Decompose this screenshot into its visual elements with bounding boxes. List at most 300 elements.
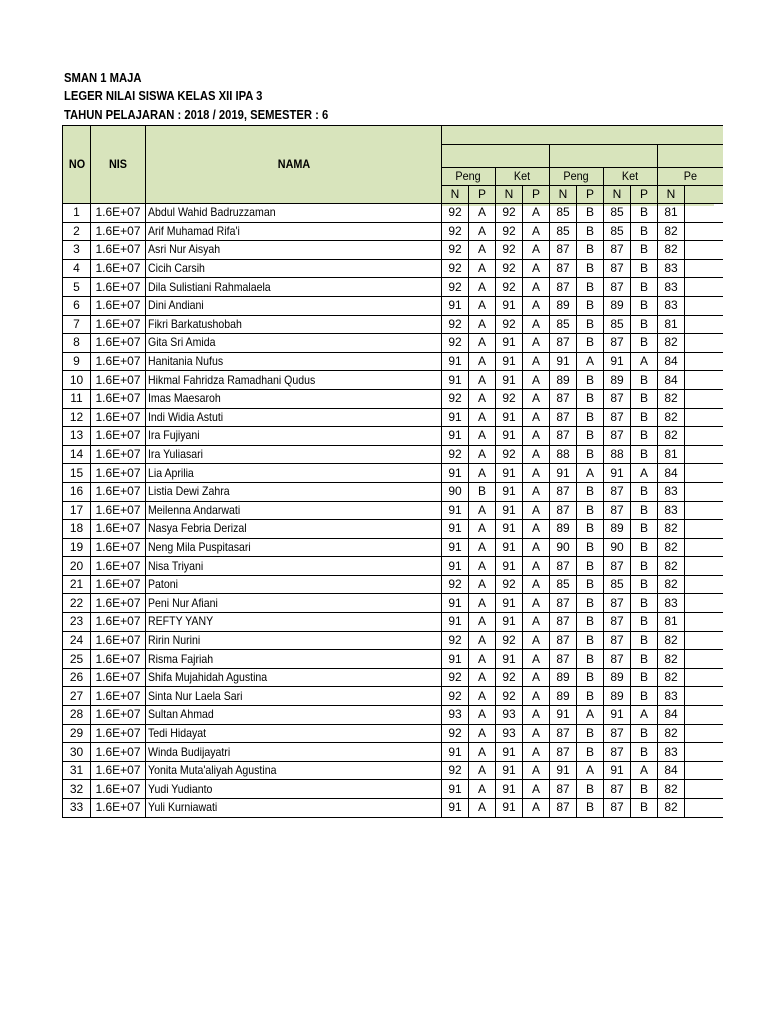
peng1-n: 91 — [442, 427, 469, 446]
ket2-p: B — [631, 278, 658, 297]
ket2-n: 87 — [604, 557, 631, 576]
student-name: Sinta Nur Laela Sari — [146, 687, 442, 706]
ket1-p: A — [523, 575, 550, 594]
ket1-n: 92 — [496, 631, 523, 650]
peng2-n: 87 — [550, 743, 577, 762]
ket2-n: 87 — [604, 408, 631, 427]
peng1-p: A — [469, 724, 496, 743]
peng2-p: B — [577, 389, 604, 408]
ket2-p: A — [631, 761, 658, 780]
peng3-n: 82 — [658, 222, 685, 241]
ket2-n: 87 — [604, 613, 631, 632]
ket2-p: B — [631, 445, 658, 464]
peng1-n: 92 — [442, 761, 469, 780]
peng1-p: A — [469, 575, 496, 594]
peng2-n: 87 — [550, 482, 577, 501]
peng1-p: A — [469, 241, 496, 260]
peng2-n: 87 — [550, 334, 577, 353]
table-row — [63, 501, 723, 520]
ket2-p: B — [631, 334, 658, 353]
peng2-n: 85 — [550, 315, 577, 334]
peng3-n: 83 — [658, 687, 685, 706]
ket2-p: B — [631, 389, 658, 408]
peng3-n: 83 — [658, 482, 685, 501]
peng1-p: A — [469, 334, 496, 353]
ket2-n: 85 — [604, 575, 631, 594]
table-row — [63, 538, 723, 557]
ket1-n: 91 — [496, 482, 523, 501]
nis-cell: 1.6E+07 — [91, 222, 146, 241]
peng1-n: 91 — [442, 780, 469, 799]
ket1-n: 92 — [496, 259, 523, 278]
nis-cell: 1.6E+07 — [91, 594, 146, 613]
peng2-p: B — [577, 538, 604, 557]
peng3-p — [685, 520, 723, 539]
peng1-p: A — [469, 668, 496, 687]
grade-ledger-viewport — [62, 125, 697, 825]
peng1-p: A — [469, 613, 496, 632]
peng3-n: 82 — [658, 241, 685, 260]
ket2-p: A — [631, 352, 658, 371]
peng1-p: A — [469, 408, 496, 427]
ket1-p: A — [523, 371, 550, 390]
ket2-n: 90 — [604, 538, 631, 557]
peng3-p — [685, 594, 723, 613]
student-name: Patoni — [146, 575, 442, 594]
row-number: 2 — [63, 222, 91, 241]
row-number: 30 — [63, 743, 91, 762]
header-subject-group — [442, 126, 723, 145]
nis-cell: 1.6E+07 — [91, 631, 146, 650]
ket1-p: A — [523, 761, 550, 780]
nis-cell: 1.6E+07 — [91, 464, 146, 483]
row-number: 6 — [63, 296, 91, 315]
header-ket-1: Ket — [496, 168, 550, 186]
student-name: Dini Andiani — [146, 296, 442, 315]
nis-cell: 1.6E+07 — [91, 501, 146, 520]
nis-cell: 1.6E+07 — [91, 761, 146, 780]
ket1-n: 91 — [496, 520, 523, 539]
peng2-p: B — [577, 743, 604, 762]
table-row — [63, 687, 723, 706]
ket1-n: 92 — [496, 278, 523, 297]
student-name: Ririn Nurini — [146, 631, 442, 650]
ket2-n: 91 — [604, 352, 631, 371]
peng3-p — [685, 482, 723, 501]
peng1-p: A — [469, 538, 496, 557]
peng2-n: 91 — [550, 352, 577, 371]
peng3-n: 82 — [658, 334, 685, 353]
table-row — [63, 520, 723, 539]
peng3-p — [685, 259, 723, 278]
peng1-p: A — [469, 799, 496, 818]
nis-cell: 1.6E+07 — [91, 241, 146, 260]
nis-cell: 1.6E+07 — [91, 687, 146, 706]
peng3-p — [685, 445, 723, 464]
row-number: 1 — [63, 204, 91, 223]
peng1-p: A — [469, 594, 496, 613]
nis-cell: 1.6E+07 — [91, 650, 146, 669]
peng2-p: A — [577, 352, 604, 371]
ket2-n: 89 — [604, 296, 631, 315]
ket2-p: B — [631, 538, 658, 557]
table-row — [63, 371, 723, 390]
ket1-n: 91 — [496, 296, 523, 315]
ket1-n: 91 — [496, 650, 523, 669]
row-number: 9 — [63, 352, 91, 371]
peng2-n: 89 — [550, 371, 577, 390]
table-row — [63, 594, 723, 613]
ket1-p: A — [523, 445, 550, 464]
student-name: Ira Fujiyani — [146, 427, 442, 446]
ket2-n: 87 — [604, 501, 631, 520]
ket1-p: A — [523, 427, 550, 446]
student-name: Gita Sri Amida — [146, 334, 442, 353]
row-number: 25 — [63, 650, 91, 669]
peng2-p: B — [577, 520, 604, 539]
row-number: 24 — [63, 631, 91, 650]
ket2-p: B — [631, 371, 658, 390]
peng2-n: 87 — [550, 427, 577, 446]
peng3-n: 82 — [658, 650, 685, 669]
ket1-p: A — [523, 557, 550, 576]
table-row — [63, 575, 723, 594]
peng1-n: 91 — [442, 650, 469, 669]
ket2-p: B — [631, 501, 658, 520]
ket1-p: A — [523, 687, 550, 706]
peng1-n: 92 — [442, 724, 469, 743]
student-name: Lia Aprilia — [146, 464, 442, 483]
nis-cell: 1.6E+07 — [91, 538, 146, 557]
peng1-p: A — [469, 501, 496, 520]
table-row — [63, 743, 723, 762]
peng1-n: 92 — [442, 575, 469, 594]
nis-cell: 1.6E+07 — [91, 575, 146, 594]
academic-year: TAHUN PELAJARAN : 2018 / 2019, SEMESTER : 6 — [64, 108, 329, 122]
row-number: 11 — [63, 389, 91, 408]
peng1-n: 92 — [442, 222, 469, 241]
peng3-p — [685, 352, 723, 371]
peng3-n: 82 — [658, 631, 685, 650]
row-number: 19 — [63, 538, 91, 557]
peng3-p — [685, 687, 723, 706]
student-name: Indi Widia Astuti — [146, 408, 442, 427]
ket1-p: A — [523, 501, 550, 520]
peng2-p: B — [577, 724, 604, 743]
ket2-p: B — [631, 259, 658, 278]
peng2-p: B — [577, 241, 604, 260]
table-row — [63, 557, 723, 576]
row-number: 29 — [63, 724, 91, 743]
student-name: Listia Dewi Zahra — [146, 482, 442, 501]
peng3-n: 82 — [658, 668, 685, 687]
nis-cell: 1.6E+07 — [91, 482, 146, 501]
ket2-n: 85 — [604, 315, 631, 334]
peng1-n: 91 — [442, 613, 469, 632]
peng1-p: A — [469, 445, 496, 464]
student-name: Risma Fajriah — [146, 650, 442, 669]
peng1-n: 90 — [442, 482, 469, 501]
peng3-n: 84 — [658, 464, 685, 483]
peng2-p: B — [577, 631, 604, 650]
ket2-p: B — [631, 650, 658, 669]
ket2-n: 87 — [604, 241, 631, 260]
student-name: Nisa Triyani — [146, 557, 442, 576]
student-name: REFTY YANY — [146, 613, 442, 632]
ket2-p: B — [631, 241, 658, 260]
ket2-n: 87 — [604, 780, 631, 799]
peng3-p — [685, 334, 723, 353]
row-number: 32 — [63, 780, 91, 799]
ket1-n: 92 — [496, 445, 523, 464]
peng2-p: B — [577, 687, 604, 706]
peng3-p — [685, 278, 723, 297]
ket2-p: B — [631, 520, 658, 539]
ket1-n: 93 — [496, 706, 523, 725]
peng3-n: 84 — [658, 371, 685, 390]
ket1-n: 92 — [496, 222, 523, 241]
peng3-n: 83 — [658, 259, 685, 278]
peng3-n: 82 — [658, 389, 685, 408]
peng1-n: 92 — [442, 631, 469, 650]
ket1-n: 91 — [496, 780, 523, 799]
ket1-p: A — [523, 389, 550, 408]
student-name: Arif Muhamad Rifa'i — [146, 222, 442, 241]
ket1-p: A — [523, 315, 550, 334]
school-name: SMAN 1 MAJA — [64, 71, 142, 85]
ket1-p: A — [523, 594, 550, 613]
ket2-p: B — [631, 482, 658, 501]
ket1-n: 91 — [496, 464, 523, 483]
table-row — [63, 278, 723, 297]
nis-cell: 1.6E+07 — [91, 278, 146, 297]
row-number: 27 — [63, 687, 91, 706]
ket2-n: 91 — [604, 706, 631, 725]
peng2-n: 87 — [550, 241, 577, 260]
peng1-n: 91 — [442, 296, 469, 315]
ket2-p: B — [631, 315, 658, 334]
peng3-p — [685, 538, 723, 557]
peng1-p: A — [469, 278, 496, 297]
header-nama: NAMA — [146, 126, 442, 204]
ket2-n: 87 — [604, 650, 631, 669]
peng3-n: 83 — [658, 594, 685, 613]
ket2-n: 87 — [604, 631, 631, 650]
header-nis: NIS — [91, 126, 146, 204]
ket1-p: A — [523, 241, 550, 260]
nis-cell: 1.6E+07 — [91, 204, 146, 223]
peng2-n: 89 — [550, 668, 577, 687]
peng3-p — [685, 501, 723, 520]
peng1-n: 92 — [442, 389, 469, 408]
peng1-p: A — [469, 296, 496, 315]
nis-cell: 1.6E+07 — [91, 315, 146, 334]
peng2-n: 87 — [550, 724, 577, 743]
nis-cell: 1.6E+07 — [91, 259, 146, 278]
table-row — [63, 352, 723, 371]
table-row — [63, 650, 723, 669]
peng3-p — [685, 761, 723, 780]
ket1-p: A — [523, 352, 550, 371]
ket1-n: 92 — [496, 389, 523, 408]
peng1-n: 92 — [442, 278, 469, 297]
peng1-p: A — [469, 557, 496, 576]
row-number: 26 — [63, 668, 91, 687]
row-number: 13 — [63, 427, 91, 446]
ket1-p: A — [523, 520, 550, 539]
nis-cell: 1.6E+07 — [91, 724, 146, 743]
peng2-n: 87 — [550, 631, 577, 650]
peng3-p — [685, 668, 723, 687]
ket1-n: 91 — [496, 408, 523, 427]
table-row — [63, 427, 723, 446]
ket2-n: 89 — [604, 371, 631, 390]
nis-cell: 1.6E+07 — [91, 296, 146, 315]
peng3-n: 83 — [658, 296, 685, 315]
peng2-p: B — [577, 371, 604, 390]
header-p: P — [631, 186, 658, 204]
peng2-n: 89 — [550, 520, 577, 539]
peng3-p — [685, 222, 723, 241]
peng3-n: 81 — [658, 613, 685, 632]
peng1-p: A — [469, 650, 496, 669]
peng3-p — [685, 780, 723, 799]
nis-cell: 1.6E+07 — [91, 706, 146, 725]
header-peng-3: Pe — [658, 168, 723, 186]
student-name: Meilenna Andarwati — [146, 501, 442, 520]
peng2-n: 88 — [550, 445, 577, 464]
ket1-p: A — [523, 482, 550, 501]
peng3-p — [685, 315, 723, 334]
table-row — [63, 408, 723, 427]
peng1-n: 93 — [442, 706, 469, 725]
peng2-p: B — [577, 575, 604, 594]
peng2-p: B — [577, 334, 604, 353]
peng3-p — [685, 575, 723, 594]
nis-cell: 1.6E+07 — [91, 557, 146, 576]
table-row — [63, 631, 723, 650]
table-row — [63, 334, 723, 353]
ket1-p: A — [523, 408, 550, 427]
peng1-p: A — [469, 743, 496, 762]
table-row — [63, 389, 723, 408]
ket1-p: A — [523, 799, 550, 818]
table-row — [63, 259, 723, 278]
peng1-p: A — [469, 706, 496, 725]
table-row — [63, 706, 723, 725]
ket1-p: A — [523, 259, 550, 278]
peng2-n: 87 — [550, 613, 577, 632]
table-row — [63, 445, 723, 464]
row-number: 3 — [63, 241, 91, 260]
ket1-p: A — [523, 743, 550, 762]
peng3-p — [685, 631, 723, 650]
row-number: 5 — [63, 278, 91, 297]
peng2-n: 87 — [550, 799, 577, 818]
peng2-n: 85 — [550, 222, 577, 241]
peng1-n: 92 — [442, 334, 469, 353]
ket1-n: 91 — [496, 799, 523, 818]
ket1-n: 91 — [496, 352, 523, 371]
ket1-n: 92 — [496, 241, 523, 260]
ket2-p: B — [631, 687, 658, 706]
peng3-n: 82 — [658, 427, 685, 446]
ket1-p: A — [523, 296, 550, 315]
peng2-p: A — [577, 761, 604, 780]
peng2-p: B — [577, 650, 604, 669]
peng3-p — [685, 389, 723, 408]
ket2-n: 91 — [604, 464, 631, 483]
peng2-n: 87 — [550, 259, 577, 278]
header-n: N — [604, 186, 631, 204]
peng2-p: B — [577, 408, 604, 427]
nis-cell: 1.6E+07 — [91, 799, 146, 818]
student-name: Imas Maesaroh — [146, 389, 442, 408]
peng1-n: 91 — [442, 464, 469, 483]
peng3-n: 84 — [658, 706, 685, 725]
peng3-p — [685, 464, 723, 483]
header-p: P — [577, 186, 604, 204]
row-number: 20 — [63, 557, 91, 576]
peng2-p: B — [577, 259, 604, 278]
ket2-p: B — [631, 427, 658, 446]
peng2-n: 87 — [550, 650, 577, 669]
ket1-p: A — [523, 668, 550, 687]
table-row — [63, 204, 723, 223]
ket1-n: 91 — [496, 761, 523, 780]
row-number: 8 — [63, 334, 91, 353]
student-name: Tedi Hidayat — [146, 724, 442, 743]
ket2-p: B — [631, 296, 658, 315]
ket2-n: 87 — [604, 334, 631, 353]
peng1-n: 92 — [442, 259, 469, 278]
ket2-n: 87 — [604, 278, 631, 297]
row-number: 18 — [63, 520, 91, 539]
row-number: 10 — [63, 371, 91, 390]
student-name: Fikri Barkatushobah — [146, 315, 442, 334]
ket1-n: 91 — [496, 743, 523, 762]
row-number: 23 — [63, 613, 91, 632]
ket2-n: 87 — [604, 259, 631, 278]
peng2-p: B — [577, 427, 604, 446]
student-name: Asri Nur Aisyah — [146, 241, 442, 260]
ket2-p: B — [631, 222, 658, 241]
ket1-p: A — [523, 538, 550, 557]
peng2-n: 85 — [550, 575, 577, 594]
peng2-p: A — [577, 464, 604, 483]
ket2-p: B — [631, 575, 658, 594]
header-n: N — [550, 186, 577, 204]
peng3-p — [685, 743, 723, 762]
peng2-n: 91 — [550, 464, 577, 483]
ket1-n: 91 — [496, 613, 523, 632]
peng2-n: 87 — [550, 557, 577, 576]
peng1-n: 91 — [442, 538, 469, 557]
peng1-n: 92 — [442, 668, 469, 687]
row-number: 12 — [63, 408, 91, 427]
peng2-n: 85 — [550, 204, 577, 223]
header-n: N — [658, 186, 685, 204]
peng2-p: B — [577, 780, 604, 799]
peng2-p: B — [577, 482, 604, 501]
header-subject-3 — [658, 145, 723, 168]
peng2-p: B — [577, 668, 604, 687]
ket2-n: 87 — [604, 799, 631, 818]
ket1-p: A — [523, 278, 550, 297]
peng3-p — [685, 408, 723, 427]
ket2-n: 87 — [604, 743, 631, 762]
peng1-n: 91 — [442, 743, 469, 762]
